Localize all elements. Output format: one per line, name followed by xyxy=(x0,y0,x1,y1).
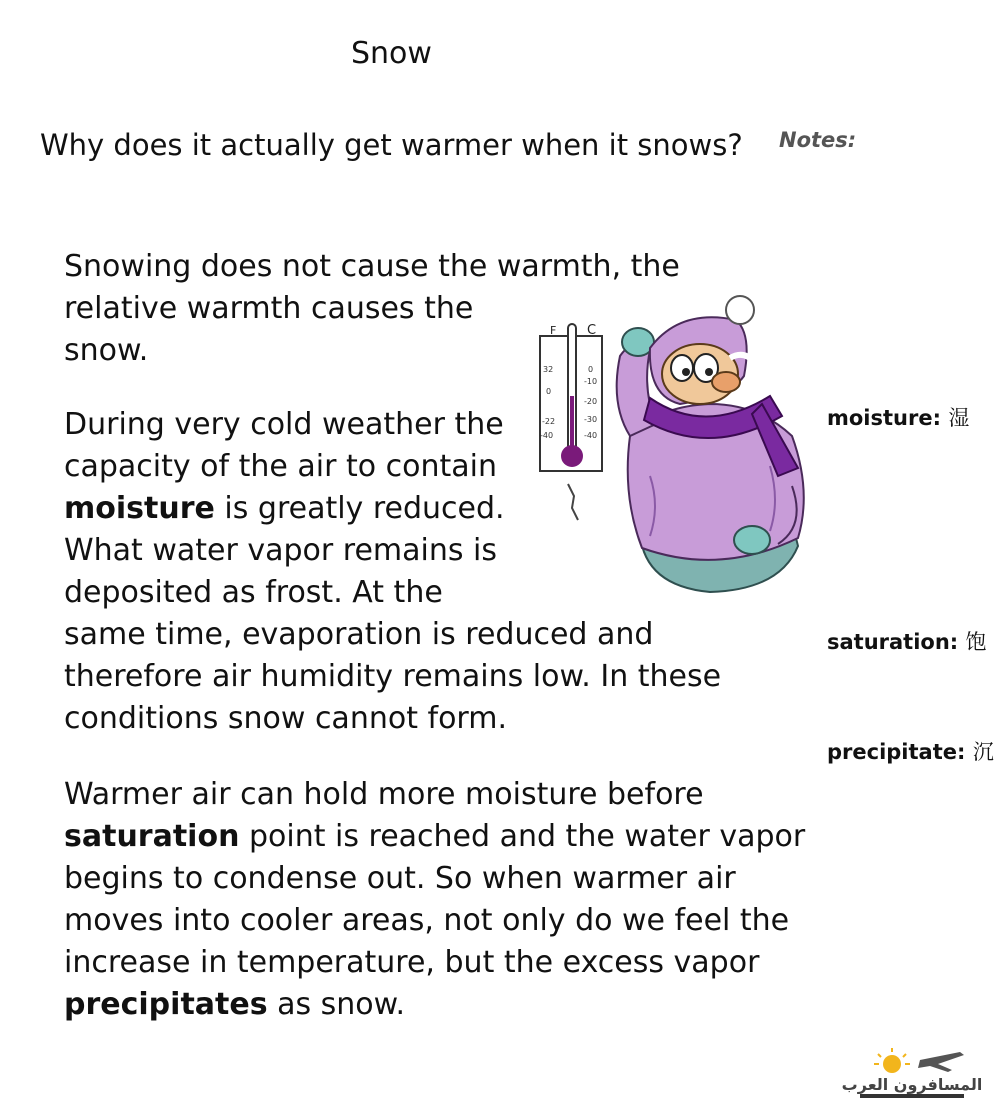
watermark-logo xyxy=(841,1046,983,1102)
glossary-term: precipitate: xyxy=(827,740,966,764)
p2-line: deposited as frost. At the xyxy=(64,575,443,610)
thermometer-bulb xyxy=(561,445,583,467)
question-heading: Why does it actually get warmer when it snows? xyxy=(40,128,743,162)
p3-line-rest: as snow. xyxy=(267,987,405,1022)
p2-line: conditions snow cannot form. xyxy=(64,701,507,736)
sun-icon xyxy=(874,1048,910,1073)
p1-line: relative warmth causes the xyxy=(64,291,474,326)
notes-label: Notes: xyxy=(779,128,857,152)
p3-line: increase in temperature, but the excess vapor xyxy=(64,945,760,980)
page-title: Snow xyxy=(351,36,432,71)
cold-person-illustration xyxy=(530,286,810,606)
glossary-translation: 饱 xyxy=(965,630,987,654)
thermo-c-tick: -40 xyxy=(584,431,598,440)
thermometer-icon xyxy=(540,323,602,520)
thermo-c-tick: 0 xyxy=(588,365,594,374)
p2-line: therefore air humidity remains low. In these xyxy=(64,659,722,694)
thermo-f-label: F xyxy=(550,324,557,337)
glossary-term: saturation: xyxy=(827,630,959,654)
glossary-translation: 湿 xyxy=(948,406,970,430)
p2-line: During very cold weather the xyxy=(64,407,504,442)
p3-line: begins to condense out. So when warmer air xyxy=(64,861,736,896)
paragraph-3 xyxy=(64,774,844,1026)
p2-line-rest: is greatly reduced. xyxy=(214,491,505,526)
p1-line: Snowing does not cause the warmth, the xyxy=(64,249,680,284)
airplane-icon xyxy=(918,1052,964,1072)
glossary-precipitate xyxy=(827,736,994,766)
p2-line: same time, evaporation is reduced and xyxy=(64,617,654,652)
thermo-f-tick: -40 xyxy=(540,431,554,440)
thermo-f-tick: -22 xyxy=(542,417,556,426)
p3-line-rest: point is reached and the water vapor xyxy=(239,819,806,854)
p2-line: What water vapor remains is xyxy=(64,533,497,568)
glossary-saturation xyxy=(827,626,987,656)
thermo-c-label: C xyxy=(587,323,597,338)
shivering-character xyxy=(617,296,804,592)
thermo-f-tick: 0 xyxy=(546,387,552,396)
thermo-c-tick: -30 xyxy=(584,415,598,424)
p3-line: Warmer air can hold more moisture before xyxy=(64,777,704,812)
thermo-c-tick: -20 xyxy=(584,397,598,406)
p3-line: moves into cooler areas, not only do we feel the xyxy=(64,903,790,938)
glossary-translation: 沉 xyxy=(972,740,994,764)
p2-line: capacity of the air to contain xyxy=(64,449,498,484)
glossary-moisture xyxy=(827,402,969,432)
thermo-f-tick: 32 xyxy=(543,365,554,374)
p3-line xyxy=(64,816,844,858)
keyword-moisture: moisture xyxy=(64,491,215,526)
keyword-precipitates: precipitates xyxy=(64,987,268,1022)
p3-line xyxy=(64,984,844,1026)
glossary-term: moisture: xyxy=(827,406,941,430)
watermark-text: المسافرون العرب xyxy=(841,1075,983,1094)
thermo-c-tick: -10 xyxy=(584,377,598,386)
p1-line: snow. xyxy=(64,333,149,368)
keyword-saturation: saturation xyxy=(64,819,240,854)
